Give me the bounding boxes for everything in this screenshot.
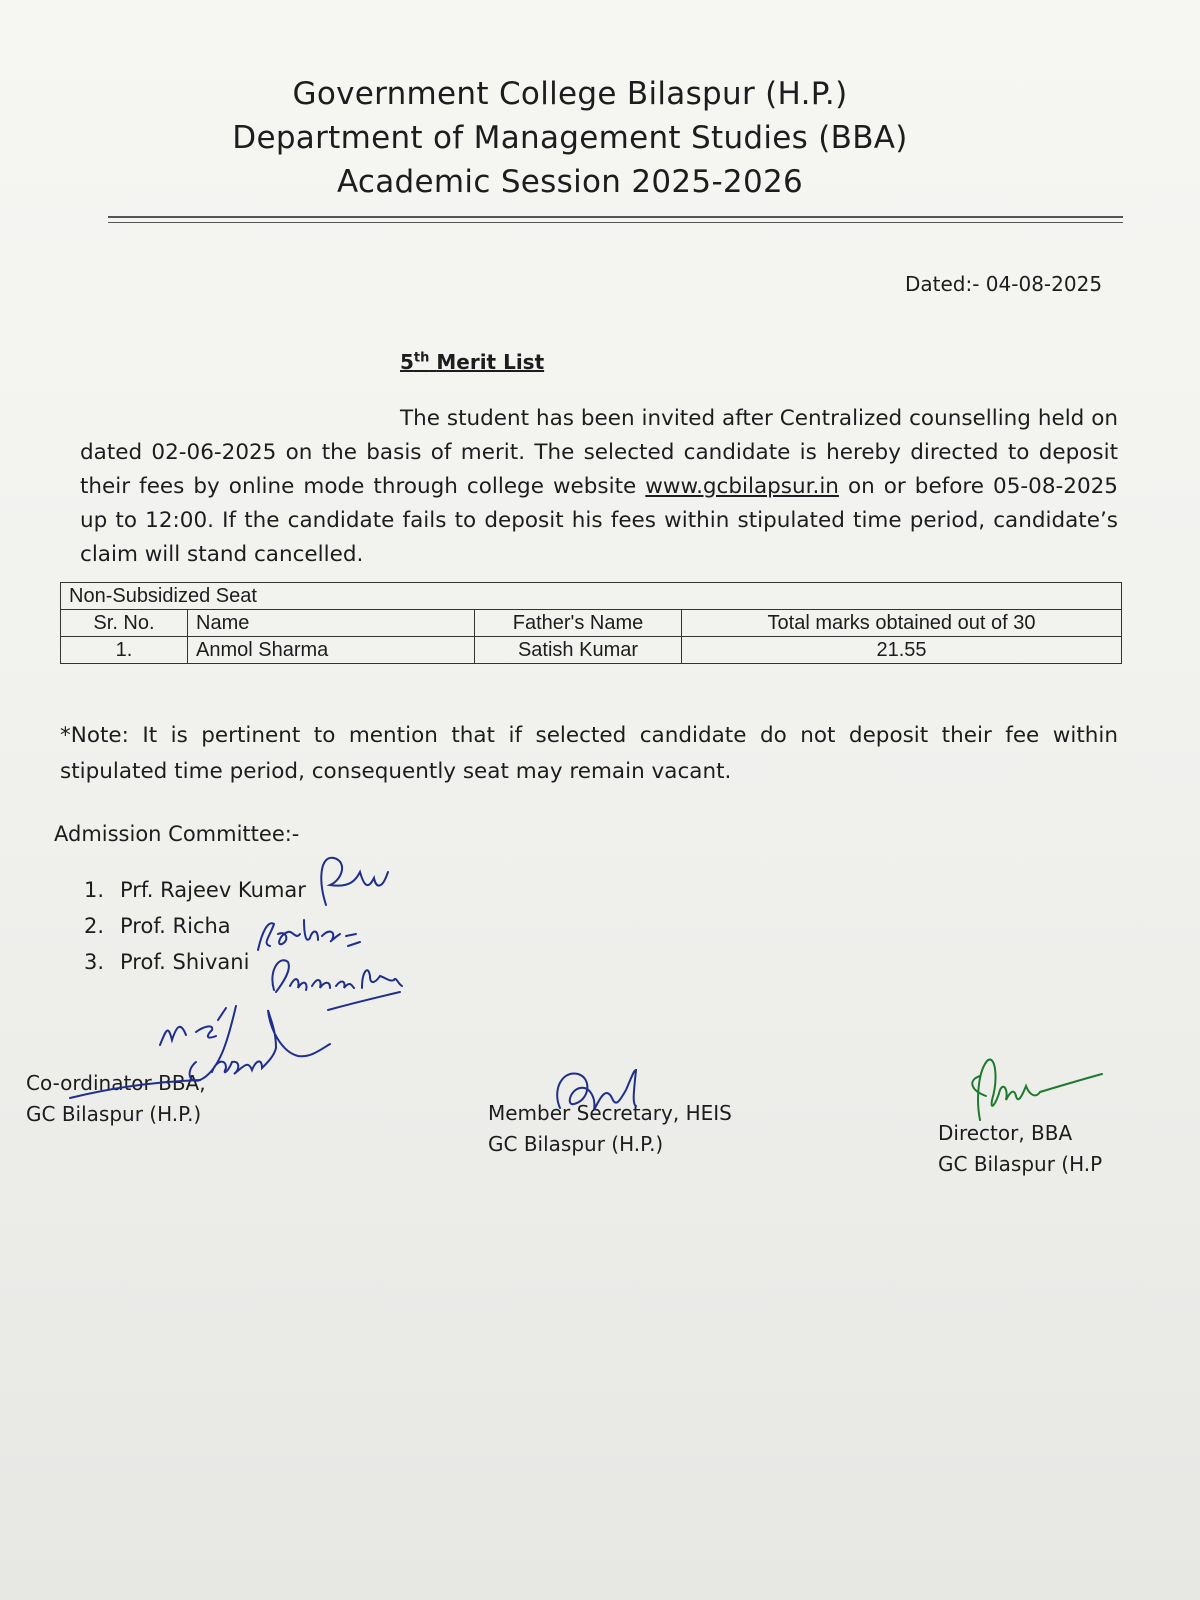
member-number: 3. (84, 950, 105, 974)
cell-total-marks: 21.55 (682, 637, 1122, 664)
director-signature-loop (972, 1076, 986, 1096)
rajeev-kumar-signature (321, 858, 388, 905)
header-name: Name (188, 610, 475, 637)
member-number: 1. (84, 878, 105, 902)
director-signature (978, 1060, 1102, 1120)
jaswal-signature (190, 1006, 330, 1081)
college-website-link[interactable]: www.gcbilapsur.in (645, 474, 839, 499)
director-place: GC Bilaspur (H.P (938, 1152, 1103, 1176)
letterhead (220, 72, 920, 204)
director-signature-block (938, 1118, 1102, 1180)
director-title: Director, BBA (938, 1121, 1073, 1145)
header-total-marks: Total marks obtained out of 30 (682, 610, 1122, 637)
section-label: Non-Subsidized Seat (61, 583, 1122, 610)
merit-list-ordinal: 5 (400, 350, 414, 374)
member-name: Prof. Shivani (120, 950, 250, 974)
member-secretary-signature-block (488, 1098, 732, 1160)
merit-list-ordinal-suffix: th (413, 350, 430, 366)
dated-label: Dated:- 04-08-2025 (905, 272, 1103, 296)
list-item (84, 872, 306, 908)
committee-label: Admission Committee:- (54, 822, 300, 846)
table-header-row (61, 610, 1122, 637)
intro-text-part1: The student has been invited after Centralized counselling held on dated 02-06-2025 on the basis of merit. The selected candidate is hereby directed to deposit their fees by online mode through college website (80, 406, 1118, 499)
cell-sr-no: 1. (61, 637, 188, 664)
coordinator-signature-block (26, 1068, 206, 1130)
table-row (61, 637, 1122, 664)
shivani-underline (328, 992, 400, 1010)
coordinator-initials (160, 1008, 226, 1045)
coordinator-title: Co-ordinator BBA, (26, 1071, 206, 1095)
merit-list-title (400, 350, 544, 374)
department-name: Department of Management Studies (BBA) (232, 120, 908, 156)
table-section-row (61, 583, 1122, 610)
header-rule-thin (108, 222, 1123, 223)
member-name: Prf. Rajeev Kumar (120, 878, 306, 902)
committee-members-list (84, 872, 306, 980)
header-rule (108, 216, 1123, 218)
list-item (84, 908, 306, 944)
header-sr-no: Sr. No. (61, 610, 188, 637)
merit-table (60, 582, 1122, 664)
member-secretary-place: GC Bilaspur (H.P.) (488, 1132, 664, 1156)
intro-paragraph (80, 402, 1118, 572)
coordinator-place: GC Bilaspur (H.P.) (26, 1102, 202, 1126)
academic-session: Academic Session 2025-2026 (336, 164, 804, 200)
list-item (84, 944, 306, 980)
note-paragraph: *Note: It is pertinent to mention that if selected candidate do not deposit their fee within stipulated time period, consequently seat may remain vacant. (60, 723, 1118, 784)
intro-text-part2: on or before 05-08-2025 up to 12:00. If the candidate fails to deposit his fees within stipulated time period, candidate’s claim will stand cancelled. (80, 474, 1118, 567)
member-secretary-title: Member Secretary, HEIS (488, 1101, 732, 1125)
member-number: 2. (84, 914, 105, 938)
cell-fathers-name: Satish Kumar (475, 637, 682, 664)
college-name: Government College Bilaspur (H.P.) (292, 76, 848, 112)
member-name: Prof. Richa (120, 914, 231, 938)
merit-list-label: Merit List (436, 350, 545, 374)
cell-name: Anmol Sharma (188, 637, 475, 664)
header-fathers-name: Father's Name (475, 610, 682, 637)
